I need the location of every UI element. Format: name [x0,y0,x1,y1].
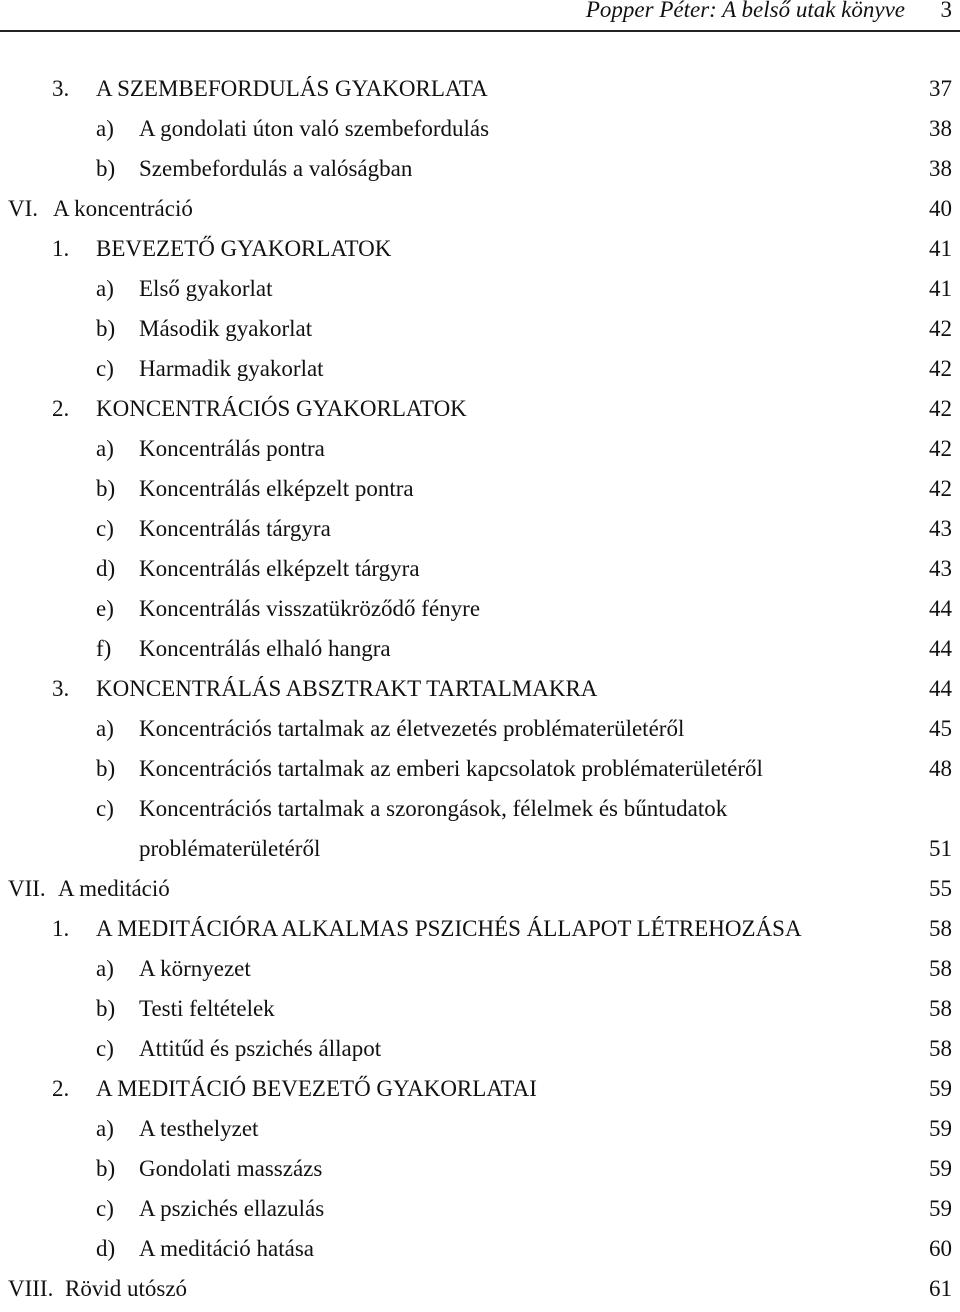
toc-chapter [0,872,960,912]
toc-number: 2. [52,1076,70,1101]
toc-number: 3. [52,676,70,701]
toc-page: 38 [929,116,952,141]
toc-title: A SZEMBEFORDULÁS GYAKORLATA [96,76,488,101]
toc-section [0,392,960,432]
toc-page: 38 [929,156,952,181]
toc-title: KONCENTRÁLÁS ABSZTRAKT TARTALMAKRA [96,676,598,701]
header-divider [0,30,960,32]
toc-page: 58 [929,996,952,1021]
toc-number: b) [96,156,116,181]
toc-number: VIII. [8,1276,54,1301]
toc-page: 42 [929,436,952,461]
toc-title: Koncentrálás visszatükröződő fényre [139,596,481,621]
toc-title: Testi feltételek [139,996,275,1021]
toc-item-continuation [0,832,960,872]
toc-title: Gondolati masszázs [139,1156,323,1181]
toc-number: d) [96,556,116,581]
toc-item [0,272,960,312]
toc-section [0,72,960,112]
toc-page: 61 [929,1276,952,1301]
toc-page: 42 [929,396,952,421]
toc-title: Koncentrálás pontra [139,436,325,461]
toc-number: b) [96,476,116,501]
toc-number: d) [96,1236,116,1261]
toc-number: b) [96,316,116,341]
toc-number: 1. [52,236,70,261]
toc-item [0,112,960,152]
toc-page: 44 [929,596,952,621]
toc-title: Koncentrációs tartalmak a szorongások, félelmek és bűntudatok [139,796,728,821]
toc-number: c) [96,796,114,821]
toc-page: 42 [929,476,952,501]
toc-number: e) [96,596,114,621]
toc-item [0,552,960,592]
toc-item [0,1032,960,1072]
toc-title: A gondolati úton való szembefordulás [139,116,490,141]
toc-number: 2. [52,396,70,421]
book-title: Popper Péter: A belső utak könyve [585,0,905,22]
toc-page: 48 [929,756,952,781]
toc-title: Koncentrációs tartalmak az emberi kapcsolatok problématerületéről [139,756,763,781]
toc-item [0,472,960,512]
toc-item [0,352,960,392]
toc-title: Attitűd és pszichés állapot [139,1036,382,1061]
toc-title: BEVEZETŐ GYAKORLATOK [96,236,392,261]
toc-title: Koncentrálás elképzelt tárgyra [139,556,420,581]
toc-title: Szembefordulás a valóságban [139,156,413,181]
page-number: 3 [940,0,952,22]
toc-title: Koncentrációs tartalmak az életvezetés problématerületéről [139,716,685,741]
toc-item [0,1192,960,1232]
toc-page: 60 [929,1236,952,1261]
toc-section [0,232,960,272]
toc-item [0,632,960,672]
toc-item [0,1152,960,1192]
toc-page: 43 [929,516,952,541]
toc-title: problématerületéről [139,836,321,861]
toc-title: A MEDITÁCIÓRA ALKALMAS PSZICHÉS ÁLLAPOT LÉTREHOZÁSA [96,916,802,941]
toc-page: 45 [929,716,952,741]
toc-page: 43 [929,556,952,581]
toc-item [0,952,960,992]
toc-number: f) [96,636,112,661]
toc-page: 37 [929,76,952,101]
toc-page: 51 [929,836,952,861]
toc-page: 59 [929,1116,952,1141]
toc-item [0,712,960,752]
toc-page: 59 [929,1076,952,1101]
toc-section [0,912,960,952]
toc-number: c) [96,516,114,541]
toc-title: Rövid utószó [65,1276,188,1301]
toc-page: 40 [929,196,952,221]
toc-page: 58 [929,916,952,941]
toc-item [0,512,960,552]
toc-page: 42 [929,356,952,381]
toc-number: VI. [8,196,39,221]
toc-number: b) [96,996,116,1021]
toc-number: c) [96,356,114,381]
toc-number: a) [96,1116,114,1141]
toc-title: A pszichés ellazulás [139,1196,325,1221]
toc-number: a) [96,116,114,141]
toc-item [0,312,960,352]
toc-page: 59 [929,1196,952,1221]
toc-section [0,1072,960,1112]
toc-item [0,792,960,832]
toc-page: 58 [929,956,952,981]
toc-title: A testhelyzet [139,1116,259,1141]
toc-number: b) [96,756,116,781]
toc-number: c) [96,1196,114,1221]
toc-item [0,432,960,472]
toc-number: a) [96,956,114,981]
toc-page: 59 [929,1156,952,1181]
toc-title: A koncentráció [53,196,193,221]
toc-page: 42 [929,316,952,341]
toc-chapter [0,1272,960,1312]
running-header [0,0,960,30]
toc-item [0,752,960,792]
toc-number: VII. [8,876,46,901]
toc-title: A MEDITÁCIÓ BEVEZETŐ GYAKORLATAI [96,1076,537,1101]
toc-title: Második gyakorlat [139,316,313,341]
toc-item [0,1112,960,1152]
toc-title: Koncentrálás tárgyra [139,516,331,541]
toc-title: Koncentrálás elképzelt pontra [139,476,414,501]
toc-number: 1. [52,916,70,941]
toc-item [0,1232,960,1272]
toc-number: a) [96,276,114,301]
toc-chapter [0,192,960,232]
toc-title: Koncentrálás elhaló hangra [139,636,391,661]
toc-title: A környezet [139,956,251,981]
toc-page: 41 [929,276,952,301]
toc-title: A meditáció hatása [139,1236,314,1261]
toc-title: Harmadik gyakorlat [139,356,324,381]
table-of-contents [0,72,960,1312]
toc-item [0,992,960,1032]
toc-item [0,152,960,192]
toc-number: 3. [52,76,70,101]
toc-page: 55 [929,876,952,901]
toc-title: A meditáció [58,876,170,901]
toc-page: 44 [929,636,952,661]
toc-page: 58 [929,1036,952,1061]
toc-number: c) [96,1036,114,1061]
toc-number: b) [96,1156,116,1181]
toc-page: 41 [929,236,952,261]
toc-item [0,592,960,632]
toc-section [0,672,960,712]
toc-number: a) [96,436,114,461]
toc-number: a) [96,716,114,741]
toc-title: Első gyakorlat [139,276,273,301]
toc-title: KONCENTRÁCIÓS GYAKORLATOK [96,396,467,421]
toc-page: 44 [929,676,952,701]
